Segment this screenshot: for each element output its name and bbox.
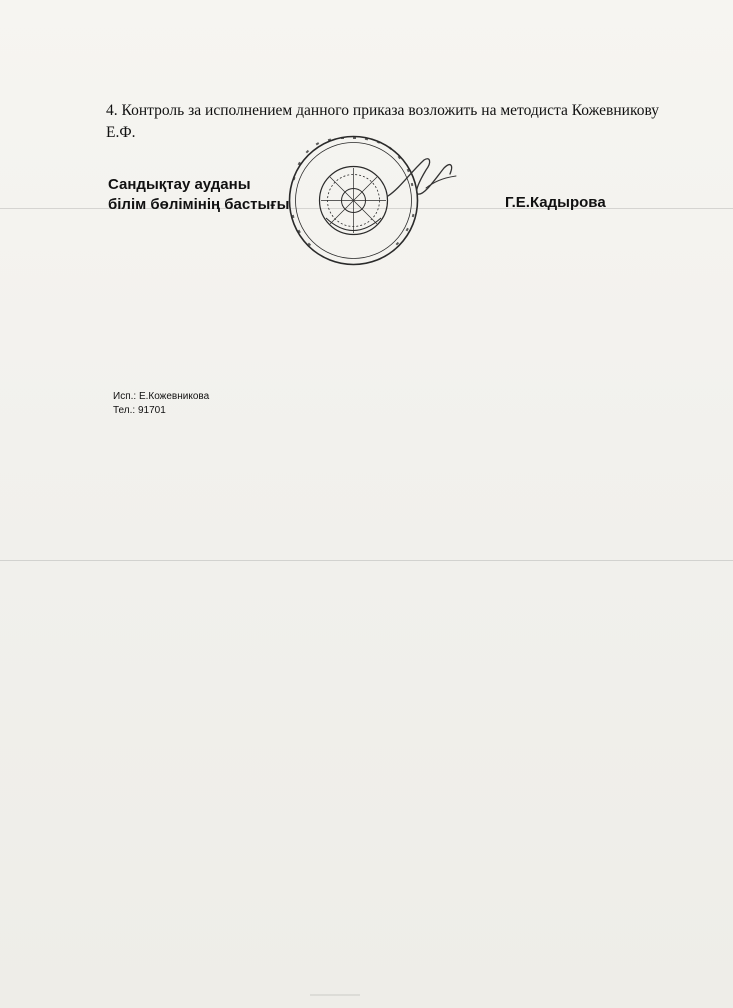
order-point-4: 4. Контроль за исполнением данного приказа возложить на методиста Кожевникову Е.Ф. [106,101,659,141]
executor-info [113,390,209,418]
handwritten-signature-icon [380,148,470,208]
executor-name: Исп.: Е.Кожевникова [113,391,210,402]
scan-artifact [310,990,360,1000]
reverse-side-show-through [60,420,693,980]
signatory-org-line1: Сандықтау ауданы [108,176,251,193]
executor-phone: Тел.: 91701 [113,405,166,416]
signatory-name: Г.Е.Кадырова [505,194,606,211]
signatory-org-line2: білім бөлімінің бастығы [108,196,290,213]
signatory-organization [108,175,289,215]
